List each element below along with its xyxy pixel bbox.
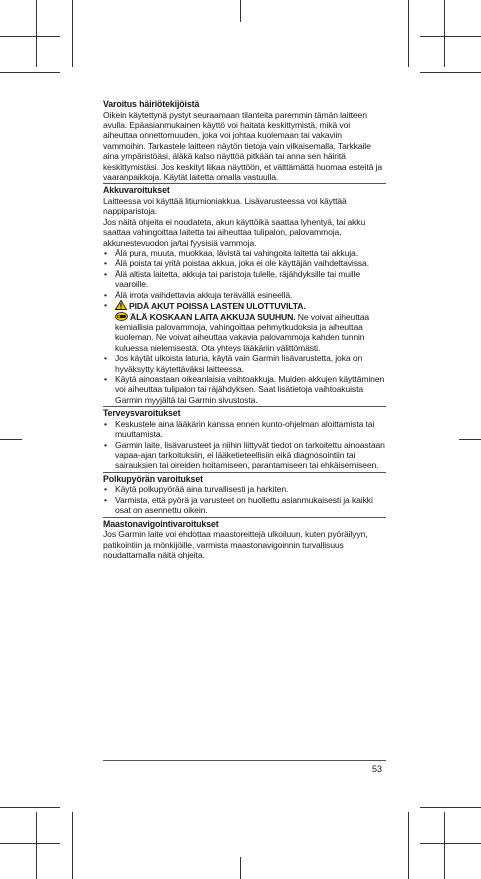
warning-line: ÄLÄ KOSKAAN LAITA AKKUJA SUUHUN. [130, 311, 296, 322]
paragraph: Laitteessa voi käyttää litiumioniakkua. Lisävarusteessa voi käyttää nappiparistoja. [103, 196, 347, 217]
list-item: • Varmista, että pyörä ja varusteet on huollettu asianmukaisesti ja kaikki osat on asennettu oikein. [103, 495, 386, 516]
warning-text: Ne voivat aiheuttaa kemiallisia palovammoja, vahingoittaa pehmytkudoksia ja aiheuttaa kuoleman. Ne voivat aiheuttaa vakavia palovammoja kahden tunnin kuluessa nielemisestä. Ota yhteys lääkäriin välittömästi. [115, 311, 370, 353]
section-heading: Akkuvaroitukset [103, 185, 170, 196]
crop-mark [72, 0, 73, 67]
paragraph: Jos näitä ohjeita ei noudateta, akun käyttöikä saattaa lyhentyä, tai akku saattaa vahingoittaa laitetta tai aiheuttaa tulipalon, palovammoja, akkunestevuodon ja/tai fyysisiä vammoja. [103, 216, 366, 248]
paragraph: Oikein käytettynä pystyt seuraamaan tilanteita paremmin tämän laitteen avulla. Epäasianmukainen käyttö voi haitata keskittymistä, mikä voi aiheuttaa onnettomuuden, joka voi johtaa kuolemaan tai vakaviin vammoihin. Tarkastele laitteen näytön tietoja vain vilkaisemalla. Tarkkaile aina ympäristöäsi, äläkä katso näyttöä pitkään tai anna sen häiritä keskittymistäsi. Jos keskityt liikaa näyttöön, et välttämättä huomaa esteitä ja vaaranpaikkoja. Käytät laitetta omalla vastuulla. [103, 109, 383, 183]
document-body [103, 99, 386, 562]
crop-mark [444, 812, 445, 879]
crop-mark [72, 812, 73, 879]
crop-mark [36, 0, 37, 67]
crop-mark [240, 0, 241, 22]
crop-mark [0, 807, 60, 808]
crop-mark [420, 807, 481, 808]
crop-mark [0, 72, 60, 73]
crop-mark [408, 812, 409, 879]
list-item: • Keskustele aina lääkärin kanssa ennen kunto-ohjelman aloittamista tai muuttamista. [103, 419, 386, 440]
crop-mark [36, 812, 37, 879]
warning-triangle-icon [115, 300, 127, 310]
crop-mark [0, 439, 22, 440]
crop-mark [420, 36, 481, 37]
bullet-list [103, 484, 386, 515]
page-number: 53 [371, 764, 382, 774]
crop-mark [0, 843, 60, 844]
list-item: • Älä altista laitetta, akkuja tai paristoja tulelle, räjähdyksille tai muille vaaroille. [103, 269, 386, 290]
crop-mark [420, 843, 481, 844]
warning-line: PIDÄ AKUT POISSA LASTEN ULOTTUVILTA. [129, 301, 306, 312]
crop-mark [459, 439, 481, 440]
section-heading: Terveysvaroitukset [103, 408, 181, 419]
list-item: • Garmin laite, lisävarusteet ja niihin liittyvät tiedot on tarkoitettu ainoastaan vapaa-ajan tarkoituksiin, ei lääketieteellisiin eikä diagnosointiin tai sairauksien tai oireiden hoitamiseen, parantamiseen tai ehkäisemiseen. [103, 440, 386, 471]
list-item: • Älä poista tai yritä poistaa akkua, joka ei ole käyttäjän vaihdettavissa. [103, 258, 386, 268]
list-item: • Käytä ainoastaan oikeanlaisia vaihtoakkuja. Muiden akkujen käyttäminen voi aiheuttaa tulipalon tai räjähdyksen. Saat lisätietoja vaihtoakuista Garmin myyjältä tai Garmin sivustosta. [103, 374, 386, 405]
crop-mark [420, 72, 481, 73]
crop-mark [408, 0, 409, 67]
paragraph: Jos Garmin laite voi ehdottaa maastoreittejä ulkoiluun, kuten pyöräilyyn, patikointiin ja mönkijöille, varmista maastonavigoinnin turvallisuus noudattamalla näitä ohjeita. [103, 529, 368, 560]
list-item: • Käytä polkupyörää aina turvallisesti ja harkiten. [103, 484, 386, 494]
section-bicycle-warnings [103, 474, 386, 518]
crop-mark [0, 36, 60, 37]
section-battery-warnings [103, 185, 386, 407]
bullet-list [103, 419, 386, 471]
footer-divider [103, 760, 386, 761]
crop-mark [240, 857, 241, 879]
section-heading: Polkupyörän varoitukset [103, 473, 203, 484]
battery-icon [115, 312, 128, 321]
crop-mark [444, 0, 445, 67]
list-item: • Jos käytät ulkoista laturia, käytä vain Garmin lisävarustetta, joka on hyväksytty käytettäväksi laitteessa. [103, 353, 386, 374]
section-health-warnings [103, 408, 386, 473]
bullet-list [103, 248, 386, 405]
section-heading: Varoitus häiriötekijöistä [103, 99, 200, 109]
section-offroad-navigation-warnings [103, 519, 386, 562]
section-distraction-warning [103, 99, 386, 184]
section-heading: Maastonavigointivaroitukset [103, 518, 219, 529]
list-item: • Älä pura, muuta, muokkaa, lävistä tai vahingoita laitetta tai akkuja. [103, 248, 386, 258]
list-item: • Älä irrota vaihdettavia akkuja terävällä esineellä. [103, 290, 386, 300]
list-item-child-warning [103, 300, 386, 353]
